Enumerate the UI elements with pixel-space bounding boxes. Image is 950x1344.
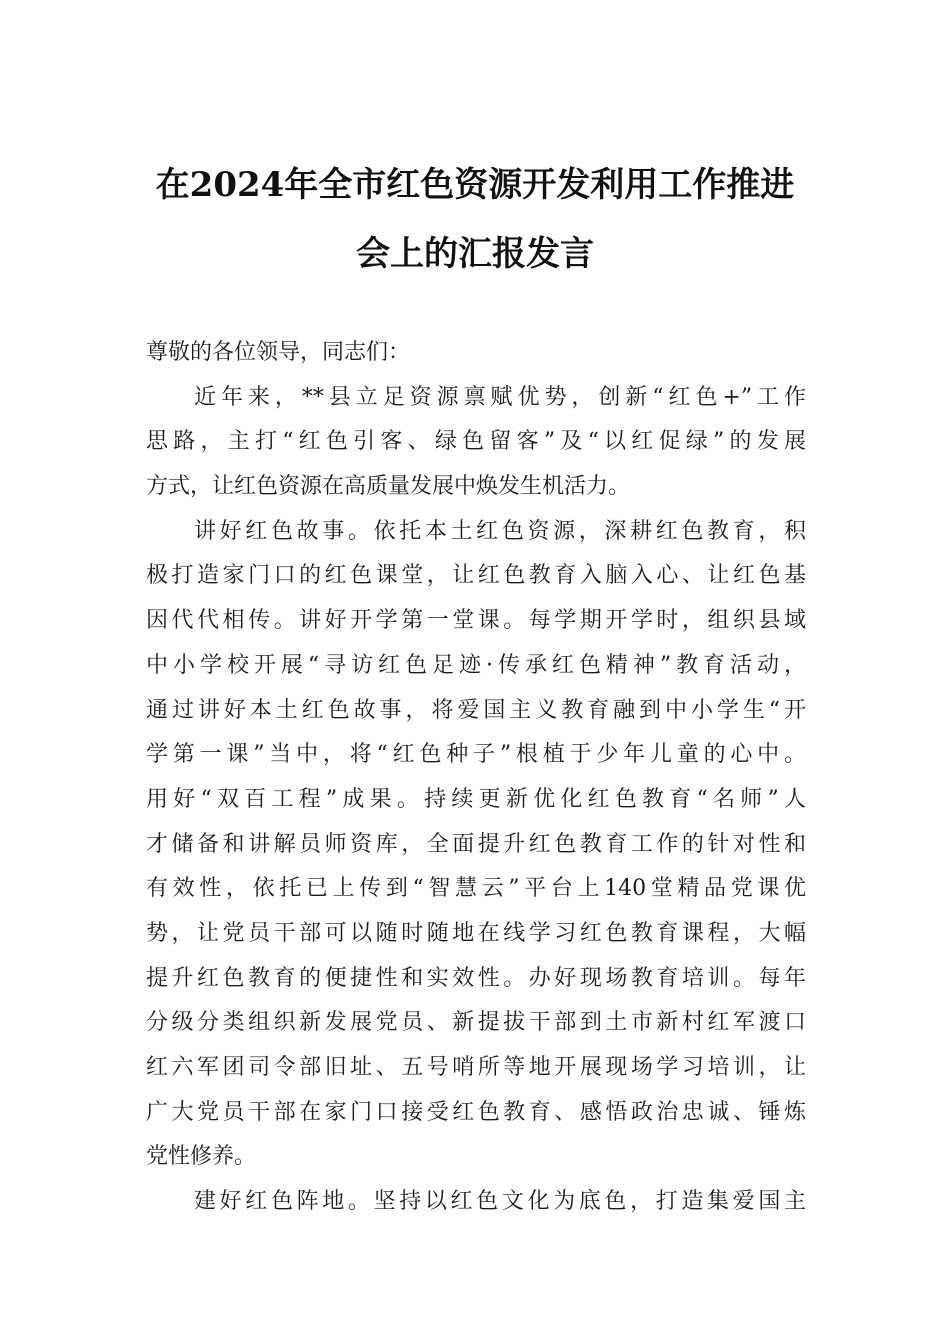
paragraph-2-line-6: 学第一课”当中，将“红色种子”根植于少年儿童的心中。 — [146, 742, 806, 768]
paragraph-3-line-1: 建好红色阵地。坚持以红色文化为底色，打造集爱国主 — [194, 1189, 806, 1215]
paragraph-2-line-12: 分级分类组织新发展党员、新提拔干部到土市新村红军渡口 — [146, 1010, 806, 1036]
salutation: 尊敬的各位领导，同志们： — [146, 340, 411, 365]
paragraph-2-line-15: 党性修养。 — [146, 1144, 257, 1170]
paragraph-2-line-5: 通过讲好本土红色故事，将爱国主义教育融到中小学生“开 — [146, 697, 806, 723]
paragraph-1-line-1: 近年来，**县立足资源禀赋优势，创新“红色+”工作 — [194, 384, 806, 410]
paragraph-2-line-4: 中小学校开展“寻访红色足迹·传承红色精神”教育活动， — [146, 652, 806, 678]
paragraph-2-line-2: 极打造家门口的红色课堂，让红色教育入脑入心、让红色基 — [146, 563, 806, 589]
paragraph-2-line-9: 有效性，依托已上传到“智慧云”平台上140堂精品党课优 — [146, 876, 806, 902]
paragraph-2-line-11: 提升红色教育的便捷性和实效性。办好现场教育培训。每年 — [146, 965, 806, 991]
paragraph-1-line-2: 思路，主打“红色引客、绿色留客”及“以红促绿”的发展 — [146, 429, 806, 455]
paragraph-2-line-14: 广大党员干部在家门口接受红色教育、感悟政治忠诚、锤炼 — [146, 1099, 806, 1125]
paragraph-1-line-3: 方式，让红色资源在高质量发展中焕发生机活力。 — [146, 474, 631, 500]
paragraph-2-line-1: 讲好红色故事。依托本土红色资源，深耕红色教育，积 — [194, 518, 806, 544]
document-body — [146, 331, 806, 1225]
document-title-line-2: 会上的汇报发言 — [356, 234, 594, 274]
document-title-line-1: 在2024年全市红色资源开发利用工作推进 — [155, 165, 795, 205]
paragraph-2-line-13: 红六军团司令部旧址、五号哨所等地开展现场学习培训，让 — [146, 1055, 806, 1080]
paragraph-2-line-10: 势，让党员干部可以随时随地在线学习红色教育课程，大幅 — [146, 920, 806, 946]
paragraph-2-line-3: 因代代相传。讲好开学第一堂课。每学期开学时，组织县域 — [146, 608, 806, 634]
paragraph-2-line-7: 用好“双百工程”成果。持续更新优化红色教育“名师”人 — [146, 786, 806, 812]
paragraph-2-line-8: 才储备和讲解员师资库，全面提升红色教育工作的针对性和 — [146, 831, 806, 857]
